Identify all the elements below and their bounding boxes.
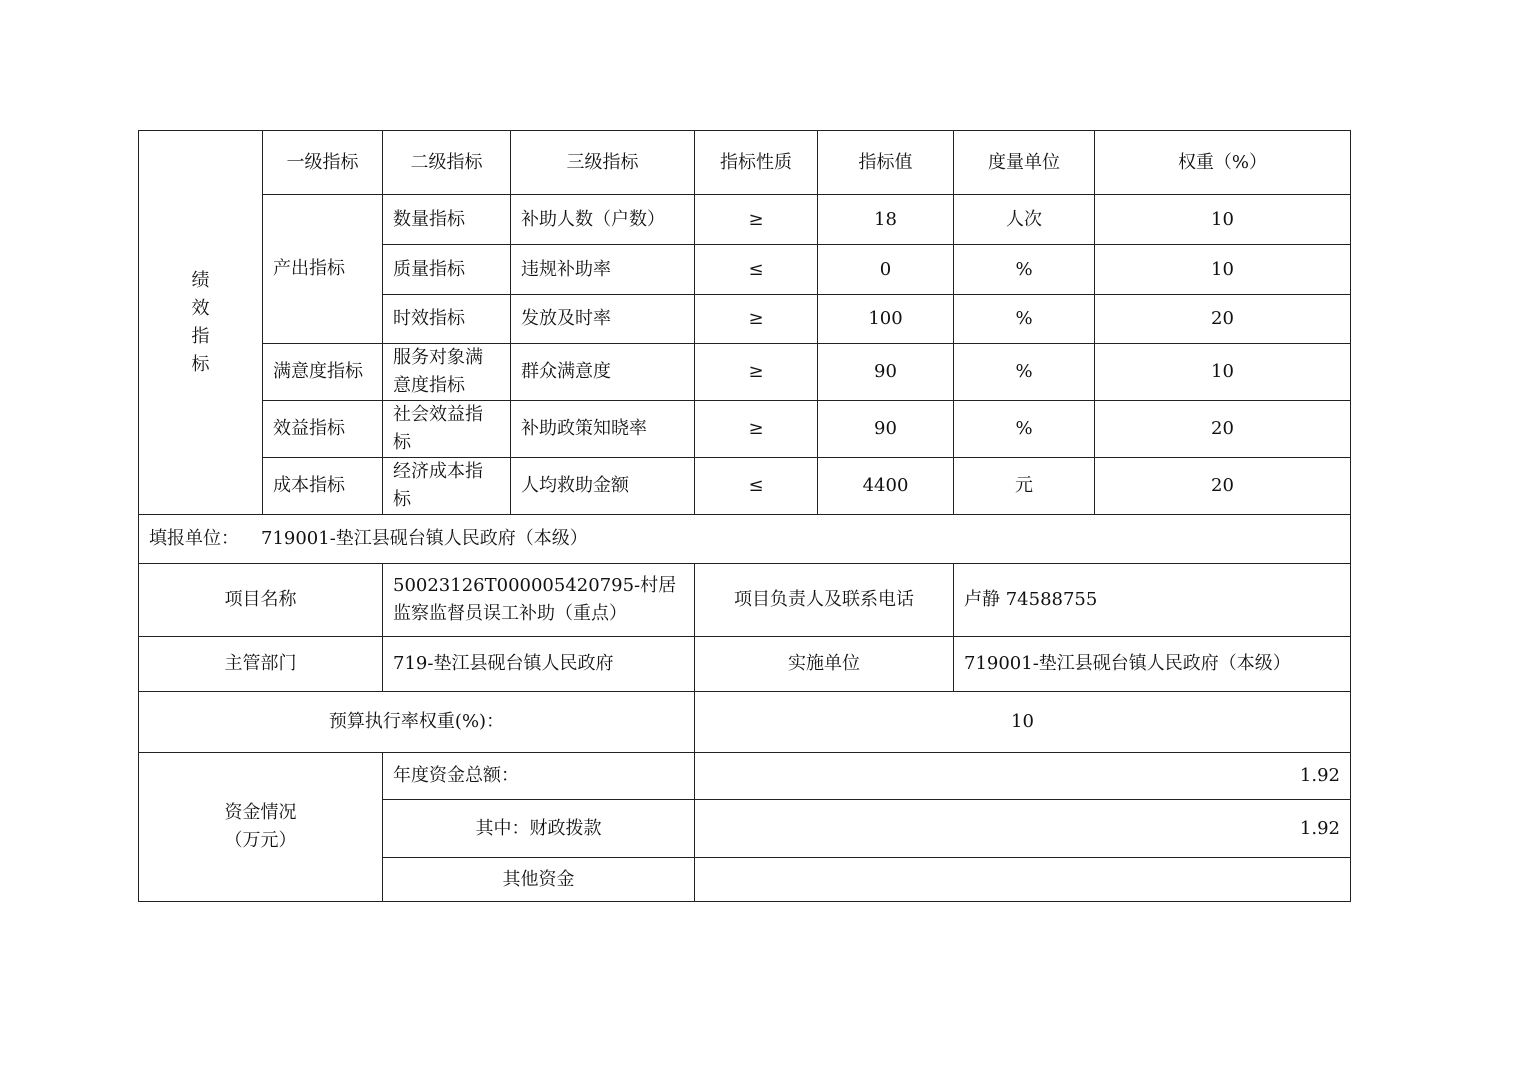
nature-cell: ≥ xyxy=(695,195,818,245)
level3-cell: 群众满意度 xyxy=(511,344,695,401)
weight-cell: 20 xyxy=(1095,401,1351,458)
nature-cell: ≤ xyxy=(695,245,818,295)
filler-label: 填报单位： xyxy=(149,528,239,549)
weight-cell: 20 xyxy=(1095,295,1351,344)
level1-cell: 满意度指标 xyxy=(263,344,383,401)
table-row xyxy=(139,401,1351,458)
header-level1: 一级指标 xyxy=(263,131,383,195)
filler-cell xyxy=(139,515,1351,564)
level2-cell: 时效指标 xyxy=(383,295,511,344)
header-level3: 三级指标 xyxy=(511,131,695,195)
unit-cell: 人次 xyxy=(954,195,1095,245)
level2-cell: 数量指标 xyxy=(383,195,511,245)
table-row xyxy=(139,458,1351,515)
unit-cell: % xyxy=(954,344,1095,401)
unit-cell: 元 xyxy=(954,458,1095,515)
filler-value: 719001-垫江县砚台镇人民政府（本级） xyxy=(261,528,588,549)
project-row xyxy=(139,564,1351,637)
side-label-char: 效 xyxy=(191,297,210,319)
weight-cell: 10 xyxy=(1095,344,1351,401)
weight-cell: 20 xyxy=(1095,458,1351,515)
header-nature: 指标性质 xyxy=(695,131,818,195)
value-cell: 100 xyxy=(818,295,954,344)
level3-cell: 补助政策知晓率 xyxy=(511,401,695,458)
funds-total-value: 1.92 xyxy=(695,753,1351,800)
header-row xyxy=(139,131,1351,195)
level3-cell: 发放及时率 xyxy=(511,295,695,344)
nature-cell: ≤ xyxy=(695,458,818,515)
funds-other-label: 其他资金 xyxy=(383,858,695,902)
side-label-char: 绩 xyxy=(191,269,210,291)
performance-table xyxy=(138,130,1351,902)
header-unit: 度量单位 xyxy=(954,131,1095,195)
impl-unit-label: 实施单位 xyxy=(695,637,954,692)
funds-label-cell xyxy=(139,753,383,902)
header-weight: 权重（%） xyxy=(1095,131,1351,195)
department-row xyxy=(139,637,1351,692)
impl-unit-value: 719001-垫江县砚台镇人民政府（本级） xyxy=(954,637,1351,692)
funds-total-label: 年度资金总额： xyxy=(383,753,695,800)
unit-cell: % xyxy=(954,295,1095,344)
filler-row xyxy=(139,515,1351,564)
department-label: 主管部门 xyxy=(139,637,383,692)
nature-cell: ≥ xyxy=(695,344,818,401)
nature-cell: ≥ xyxy=(695,401,818,458)
department-value: 719-垫江县砚台镇人民政府 xyxy=(383,637,695,692)
table-row xyxy=(139,344,1351,401)
funds-total-row xyxy=(139,753,1351,800)
weight-cell: 10 xyxy=(1095,195,1351,245)
level1-cell: 效益指标 xyxy=(263,401,383,458)
level3-cell: 人均救助金额 xyxy=(511,458,695,515)
side-label-char: 标 xyxy=(191,353,210,375)
level1-output: 产出指标 xyxy=(263,195,383,344)
value-cell: 90 xyxy=(818,401,954,458)
value-cell: 0 xyxy=(818,245,954,295)
header-value: 指标值 xyxy=(818,131,954,195)
project-name-label: 项目名称 xyxy=(139,564,383,637)
value-cell: 4400 xyxy=(818,458,954,515)
funds-fiscal-value: 1.92 xyxy=(695,800,1351,858)
project-owner-value: 卢静 74588755 xyxy=(954,564,1351,637)
level2-cell: 社会效益指标 xyxy=(383,401,511,458)
weight-cell: 10 xyxy=(1095,245,1351,295)
project-owner-label: 项目负责人及联系电话 xyxy=(695,564,954,637)
funds-fiscal-label: 其中：财政拨款 xyxy=(383,800,695,858)
funds-label: 资金情况 xyxy=(224,802,297,823)
level2-cell: 质量指标 xyxy=(383,245,511,295)
project-name-value: 50023126T000005420795-村居监察监督员误工补助（重点） xyxy=(383,564,695,637)
unit-cell: % xyxy=(954,401,1095,458)
level2-cell: 服务对象满意度指标 xyxy=(383,344,511,401)
budget-rate-row xyxy=(139,692,1351,753)
side-label-cell xyxy=(139,131,263,515)
value-cell: 18 xyxy=(818,195,954,245)
header-level2: 二级指标 xyxy=(383,131,511,195)
unit-cell: % xyxy=(954,245,1095,295)
table-row xyxy=(139,195,1351,245)
nature-cell: ≥ xyxy=(695,295,818,344)
level2-cell: 经济成本指标 xyxy=(383,458,511,515)
funds-unit: （万元） xyxy=(224,830,297,851)
budget-rate-label: 预算执行率权重(%)： xyxy=(139,692,695,753)
budget-rate-value: 10 xyxy=(695,692,1351,753)
level1-cell: 成本指标 xyxy=(263,458,383,515)
level3-cell: 违规补助率 xyxy=(511,245,695,295)
level3-cell: 补助人数（户数） xyxy=(511,195,695,245)
side-label-char: 指 xyxy=(191,325,210,347)
value-cell: 90 xyxy=(818,344,954,401)
funds-other-value xyxy=(695,858,1351,902)
